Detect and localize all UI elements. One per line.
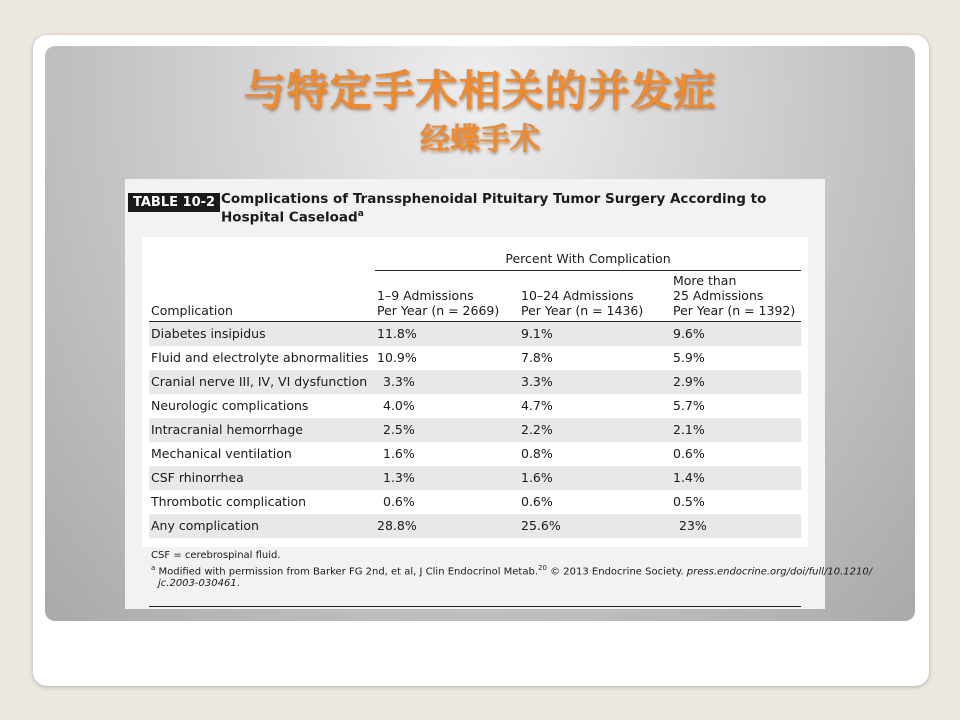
cell-value: 11.8% — [377, 326, 417, 341]
caption-footnote-marker: a — [357, 209, 364, 219]
table-row — [149, 466, 801, 490]
cell-value: 1.6% — [521, 470, 553, 485]
cell-value: 5.9% — [673, 350, 705, 365]
column-header-line: 25 Admissions — [673, 288, 764, 303]
cell-value: 9.6% — [673, 326, 705, 341]
cell-value: 0.6% — [673, 446, 705, 461]
cell-value: 2.5% — [383, 422, 415, 437]
cell-value: 0.8% — [521, 446, 553, 461]
cell-value: 28.8% — [377, 518, 417, 533]
column-header-line: 10–24 Admissions — [521, 288, 634, 303]
cell-value: 2.9% — [673, 374, 705, 389]
column-header-line: Per Year (n = 2669) — [377, 303, 500, 318]
cell-value: 0.6% — [383, 494, 415, 509]
cell-value: 1.4% — [673, 470, 705, 485]
cell-value: 2.2% — [521, 422, 553, 437]
table-row — [149, 322, 801, 346]
cell-value: 5.7% — [673, 398, 705, 413]
column-header-25-plus — [673, 273, 795, 318]
table-row — [149, 370, 801, 394]
column-header-1-9 — [377, 288, 499, 318]
cell-value: 7.8% — [521, 350, 553, 365]
data-table — [142, 237, 808, 547]
cell-complication: Intracranial hemorrhage — [151, 422, 303, 437]
cell-value: 9.1% — [521, 326, 553, 341]
footnote-reference-number: 20 — [538, 564, 547, 572]
footnote-marker: a — [151, 564, 156, 572]
slide-title: 与特定手术相关的并发症 — [243, 66, 717, 115]
table-row — [149, 514, 801, 538]
column-header-line: Complication — [151, 303, 233, 318]
cell-value: 1.6% — [383, 446, 415, 461]
cell-value: 0.5% — [673, 494, 705, 509]
cell-value: 25.6% — [521, 518, 561, 533]
table-row — [149, 490, 801, 514]
footnote-source — [151, 562, 873, 578]
table-caption — [221, 192, 801, 226]
cell-value: 10.9% — [377, 350, 417, 365]
cell-complication: CSF rhinorrhea — [151, 470, 244, 485]
cell-complication: Fluid and electrolyte abnormalities — [151, 350, 369, 365]
column-header-10-24 — [521, 288, 643, 318]
table-figure — [125, 179, 873, 609]
table-tag: TABLE 10-2 — [128, 193, 220, 212]
cell-complication: Any complication — [151, 518, 259, 533]
table-rows — [149, 322, 801, 538]
cell-value: 4.7% — [521, 398, 553, 413]
table-footnotes — [151, 550, 873, 590]
footnote-abbreviation: CSF = cerebrospinal fluid. — [151, 550, 281, 561]
footnote-source-text: Modified with permission from Barker FG 2nd, et al, J Clin Endocrinol Metab. — [158, 566, 539, 578]
column-header-line: Per Year (n = 1436) — [521, 303, 644, 318]
column-header-complication — [151, 303, 233, 318]
table-row — [149, 346, 801, 370]
footnote-url-end: jc.2003-030461 — [158, 578, 237, 590]
footnote-period: . — [236, 578, 240, 590]
cell-value: 2.1% — [673, 422, 705, 437]
cell-complication: Mechanical ventilation — [151, 446, 292, 461]
cell-value: 3.3% — [383, 374, 415, 389]
column-header-line: Per Year (n = 1392) — [673, 303, 796, 318]
cell-complication: Thrombotic complication — [151, 494, 307, 509]
table-row — [149, 394, 801, 418]
cell-value: 23% — [679, 518, 707, 533]
column-header-line: 1–9 Admissions — [377, 288, 474, 303]
footnote-copyright: © 2013 Endocrine Society. — [550, 566, 684, 578]
table-bottom-rule — [149, 606, 801, 607]
footnote-url-continued — [151, 578, 811, 590]
cell-value: 3.3% — [521, 374, 553, 389]
table-caption-text: Complications of Transsphenoidal Pituitary Tumor Surgery According to Hospital Caseload — [221, 191, 767, 226]
cell-value: 0.6% — [521, 494, 553, 509]
cell-complication: Neurologic complications — [151, 398, 309, 413]
slide-subtitle: 经蝶手术 — [420, 122, 540, 157]
cell-value: 1.3% — [383, 470, 415, 485]
column-header-line: More than — [673, 273, 737, 288]
cell-complication: Cranial nerve III, IV, VI dysfunction — [151, 374, 368, 389]
table-row — [149, 442, 801, 466]
cell-value: 4.0% — [383, 398, 415, 413]
table-row — [149, 418, 801, 442]
footnote-url: press.endocrine.org/doi/full/10.1210/ — [686, 566, 873, 578]
cell-complication: Diabetes insipidus — [151, 326, 266, 341]
group-header: Percent With Complication — [375, 251, 801, 271]
